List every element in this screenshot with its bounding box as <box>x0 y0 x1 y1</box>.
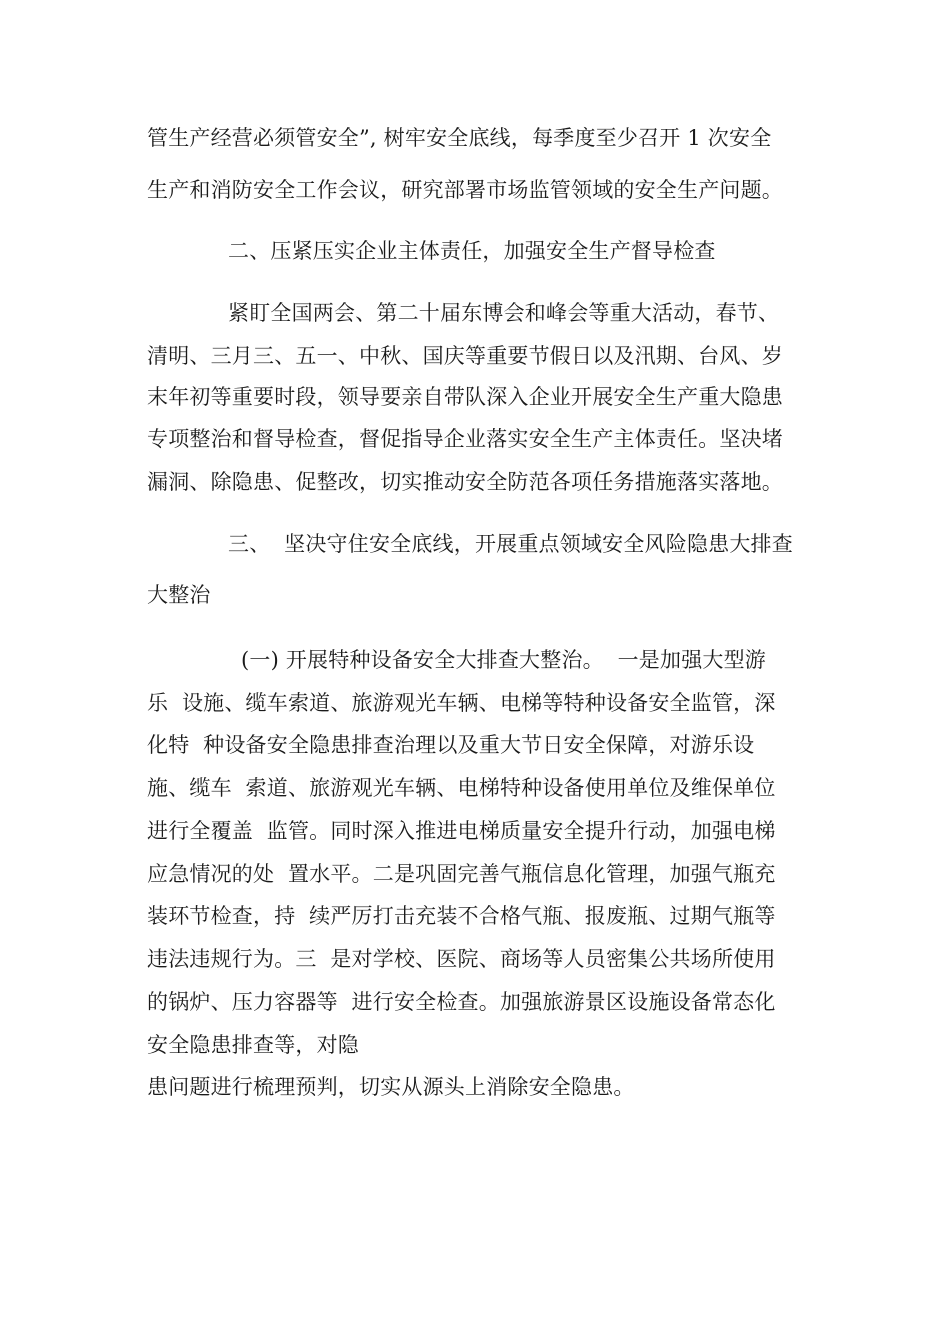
paragraph-line: 化特 种设备安全隐患排查治理以及重大节日安全保障，对游乐设 <box>147 733 755 757</box>
paragraph-line: 漏洞、除隐患、促整改，切实推动安全防范各项任务措施落实落地。 <box>147 470 783 494</box>
paragraph-line: 患问题进行梳理预判，切实从源头上消除安全隐患。 <box>147 1075 635 1099</box>
paragraph-line: 生产和消防安全工作会议，研究部署市场监管领域的安全生产问题。 <box>147 178 783 202</box>
section-heading-3-cont: 大整治 <box>147 583 211 607</box>
paragraph-line: 乐 设施、缆车索道、旅游观光车辆、电梯等特种设备安全监管，深 <box>147 691 776 715</box>
paragraph-line: 管生产经营必须管安全”, 树牢安全底线，每季度至少召开 1 次安全 <box>147 126 772 150</box>
section-heading-3: 三、 坚决守住安全底线，开展重点领域安全风险隐患大排查 <box>228 532 793 556</box>
paragraph-line: 安全隐患排查等，对隐 <box>147 1033 359 1057</box>
paragraph-line: 应急情况的处 置水平。二是巩固完善气瓶信息化管理，加强气瓶充 <box>147 862 776 886</box>
paragraph-line: 装环节检查，持 续严厉打击充装不合格气瓶、报废瓶、过期气瓶等 <box>147 904 776 928</box>
paragraph-line: 清明、三月三、五一、中秋、国庆等重要节假日以及汛期、台风、岁 <box>147 344 783 368</box>
paragraph-line: 的锅炉、压力容器等 进行安全检查。加强旅游景区设施设备常态化 <box>147 990 776 1014</box>
section-heading-2: 二、压紧压实企业主体责任，加强安全生产督导检查 <box>228 239 716 263</box>
paragraph-line: 紧盯全国两会、第二十届东博会和峰会等重大活动，春节、 <box>228 301 780 325</box>
paragraph-line: 施、缆车 索道、旅游观光车辆、电梯特种设备使用单位及维保单位 <box>147 776 776 800</box>
paragraph-line: 进行全覆盖 监管。同时深入推进电梯质量安全提升行动，加强电梯 <box>147 819 776 843</box>
subsection-heading-1: (一) 开展特种设备安全大排查大整治。 一是加强大型游 <box>241 648 767 672</box>
paragraph-line: 违法违规行为。三 是对学校、医院、商场等人员密集公共场所使用 <box>147 947 776 971</box>
paragraph-line: 专项整治和督导检查，督促指导企业落实安全生产主体责任。坚决堵 <box>147 427 783 451</box>
paragraph-line: 末年初等重要时段，领导要亲自带队深入企业开展安全生产重大隐患 <box>147 385 783 409</box>
